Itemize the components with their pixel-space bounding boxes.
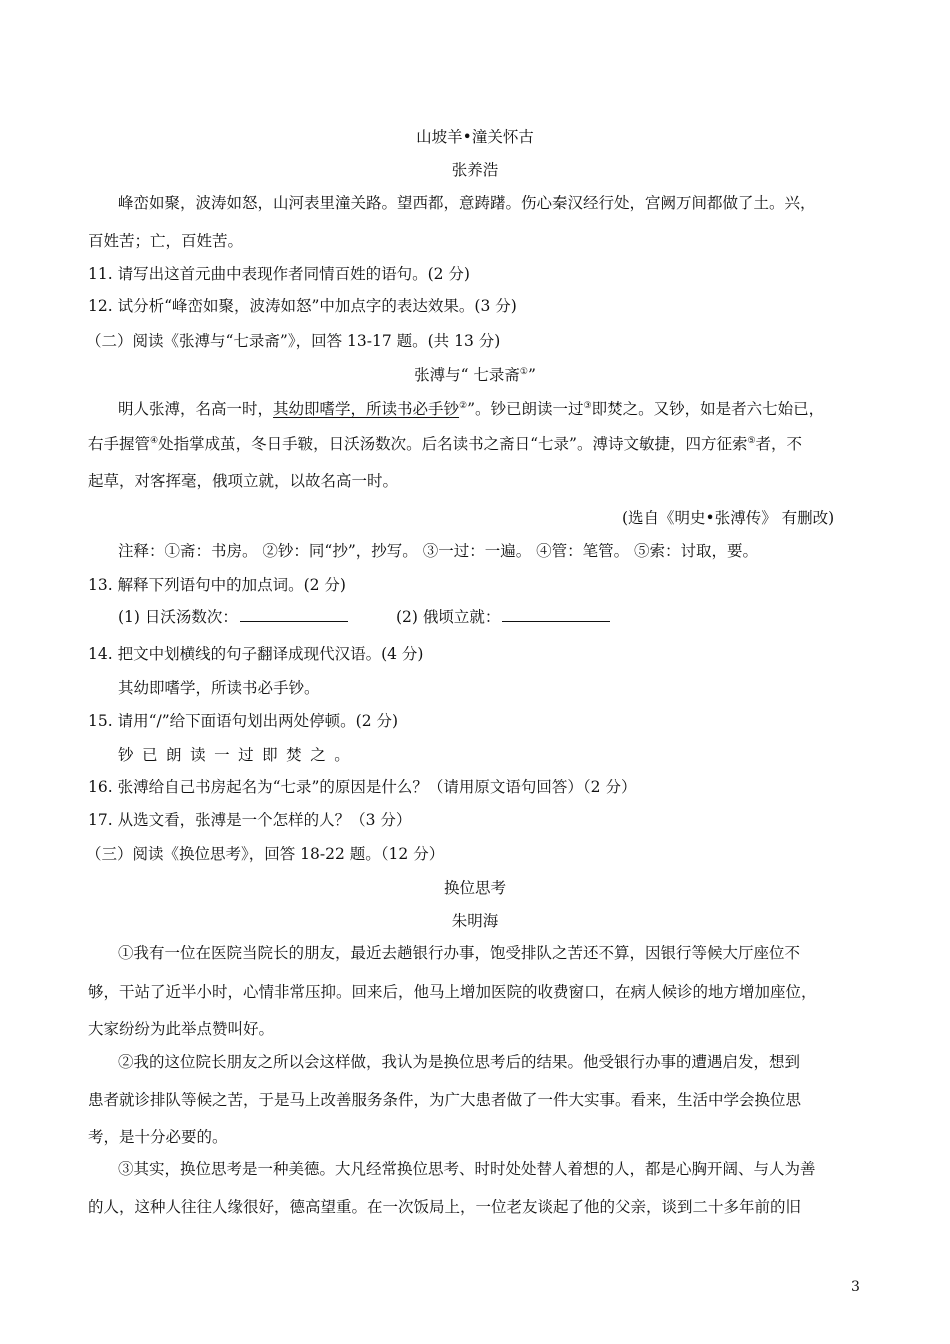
notes: 注释：①斋：书房。 ②钞：同“抄”，抄写。 ③一过：一遍。 ④管：笔管。 ⑤索：讨取，要。 <box>118 542 759 560</box>
article-title: 换位思考 <box>443 879 506 897</box>
source-citation: (选自《明史•张溥传》 有删改) <box>622 509 835 527</box>
question-13-item: (1) 日沃汤数次： <box>118 607 348 627</box>
page-number: 3 <box>851 1279 860 1295</box>
underlined-sentence: 其幼即嗜学，所读书必手钞 <box>273 400 460 418</box>
article-author: 朱明海 <box>451 912 499 930</box>
question-13-item: (2) 俄顷立就： <box>396 607 610 627</box>
poem-line: 百姓苦；亡，百姓苦。 <box>88 232 244 250</box>
article-paragraph: 患者就诊排队等候之苦，于是马上改善服务条件，为广大患者做了一件大实事。看来，生活中学会换位思 <box>88 1091 802 1109</box>
answer-blank[interactable] <box>240 607 348 622</box>
article-paragraph: ①我有一位在医院当院长的朋友，最近去趟银行办事，饱受排队之苦还不算，因银行等候大厅座位不 <box>118 944 801 962</box>
article-paragraph: 右手握管④处指掌成茧，冬日手皲，日沃汤数次。后名读书之斋日“七录”。溥诗文敏捷，四方征索⑤者，不 <box>88 435 803 453</box>
poem-title: 山坡羊•潼关怀古 <box>416 128 534 146</box>
section-heading: （三）阅读《换位思考》，回答 18-22 题。（12 分） <box>86 845 445 863</box>
question-12: 12. 试分析“峰峦如聚，波涛如怒”中加点字的表达效果。(3 分) <box>88 297 517 315</box>
section-heading: （二）阅读《张溥与“七录斋”》，回答 13-17 题。(共 13 分) <box>86 332 501 350</box>
article-paragraph: 大家纷纷为此举点赞叫好。 <box>88 1020 275 1038</box>
question-13: 13. 解释下列语句中的加点词。(2 分) <box>88 576 346 594</box>
article-paragraph: 的人，这种人往往人缘很好，德高望重。在一次饭局上，一位老友谈起了他的父亲，谈到二十多年前的旧 <box>88 1198 802 1216</box>
question-17: 17. 从选文看，张溥是一个怎样的人？（3 分） <box>88 811 412 829</box>
question-15-sentence: 钞已朗读一过即焚之。 <box>118 746 359 764</box>
article-title: 张溥与“ 七录斋①” <box>414 366 536 384</box>
answer-blank[interactable] <box>502 607 610 622</box>
article-paragraph: 够，干站了近半小时，心情非常压抑。回来后，他马上增加医院的收费窗口，在病人候诊的地方增加座位， <box>88 983 817 1001</box>
question-14: 14. 把文中划横线的句子翻译成现代汉语。(4 分) <box>88 645 424 663</box>
question-11: 11. 请写出这首元曲中表现作者同情百姓的语句。(2 分) <box>88 265 470 283</box>
article-paragraph: 起草，对客挥毫，俄项立就，以故名高一时。 <box>88 472 399 490</box>
article-paragraph: 明人张溥，名高一时，其幼即嗜学，所读书必手钞②”。钞已朗读一过③即焚之。又钞，如是者六七始已， <box>118 400 825 418</box>
question-15: 15. 请用“/”给下面语句划出两处停顿。(2 分) <box>88 712 399 730</box>
question-14-sentence: 其幼即嗜学，所读书必手钞。 <box>118 679 320 697</box>
article-paragraph: 考，是十分必要的。 <box>88 1128 228 1146</box>
poem-line: 峰峦如聚，波涛如怒，山河表里潼关路。望西都，意踌躇。伤心秦汉经行处，宫阙万间都做了土。兴， <box>118 194 816 212</box>
poem-author: 张养浩 <box>451 161 499 179</box>
question-16: 16. 张溥给自己书房起名为“七录”的原因是什么？（请用原文语句回答）（2 分） <box>88 778 637 796</box>
article-paragraph: ③其实，换位思考是一种美德。大凡经常换位思考、时时处处替人着想的人，都是心胸开阔、与人为善 <box>118 1160 816 1178</box>
article-paragraph: ②我的这位院长朋友之所以会这样做，我认为是换位思考后的结果。他受银行办事的遭遇启发，想到 <box>118 1053 801 1071</box>
